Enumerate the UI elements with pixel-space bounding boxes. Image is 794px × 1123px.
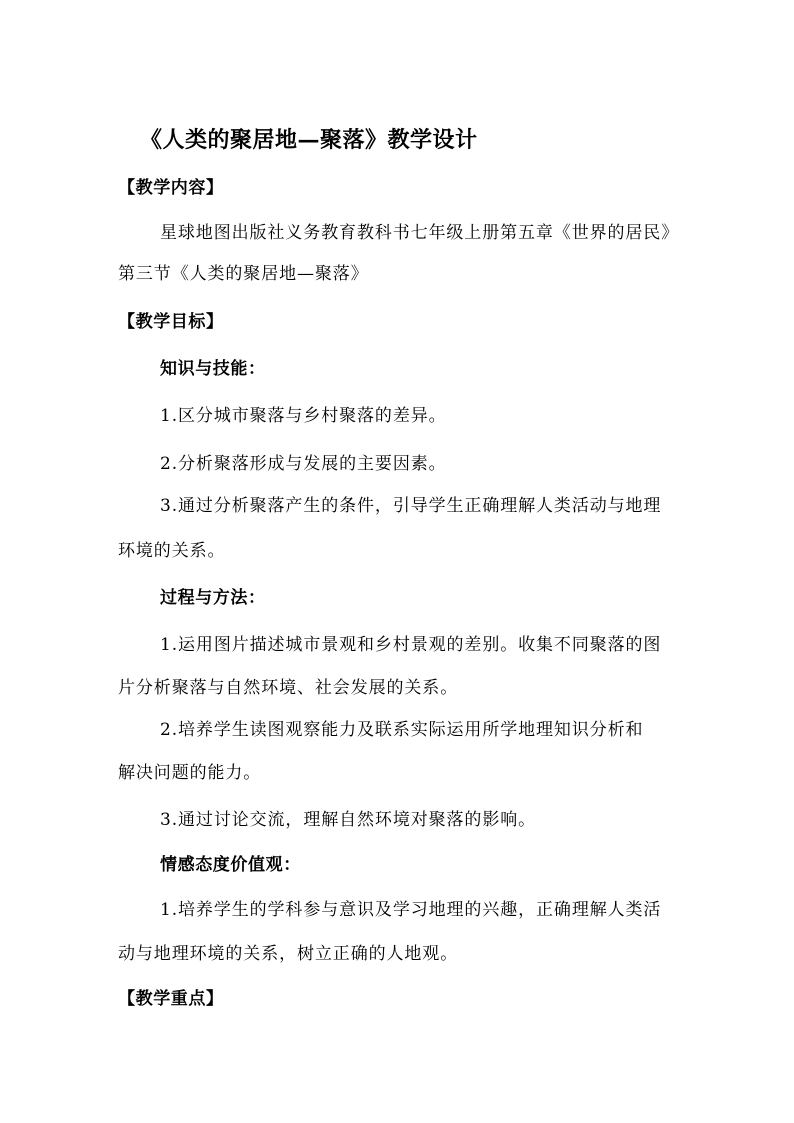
knowledge-item-3-line-2: 环境的关系。 (118, 541, 226, 561)
section-heading-content: 【教学内容】 (118, 178, 224, 198)
process-item-2-line-1: 2.培养学生读图观察能力及联系实际运用所学地理知识分析和 (160, 720, 644, 740)
knowledge-item-2: 2.分析聚落形成与发展的主要因素。 (160, 454, 447, 474)
emotion-item-1-line-2: 动与地理环境的关系，树立正确的人地观。 (118, 944, 459, 964)
document-title: 《人类的聚居地—聚落》教学设计 (140, 127, 478, 153)
knowledge-item-1: 1.区分城市聚落与乡村聚落的差异。 (160, 406, 447, 426)
section-heading-goals: 【教学目标】 (118, 312, 224, 332)
knowledge-item-3-line-1: 3.通过分析聚落产生的条件，引导学生正确理解人类活动与地理 (160, 496, 662, 516)
content-paragraph-line-1: 星球地图出版社义务教育教科书七年级上册第五章《世界的居民》 (160, 223, 680, 243)
content-paragraph-line-2: 第三节《人类的聚居地—聚落》 (118, 264, 369, 284)
subheading-knowledge: 知识与技能： (160, 359, 266, 379)
process-item-1-line-2: 片分析聚落与自然环境、社会发展的关系。 (118, 678, 459, 698)
subheading-emotion: 情感态度价值观： (160, 855, 301, 875)
section-heading-key: 【教学重点】 (118, 989, 224, 1009)
subheading-process: 过程与方法： (160, 588, 266, 608)
process-item-2-line-2: 解决问题的能力。 (118, 763, 262, 783)
emotion-item-1-line-1: 1.培养学生的学科参与意识及学习地理的兴趣，正确理解人类活 (160, 900, 662, 920)
process-item-1-line-1: 1.运用图片描述城市景观和乡村景观的差别。收集不同聚落的图 (160, 635, 662, 655)
process-item-3: 3.通过讨论交流，理解自然环境对聚落的影响。 (160, 810, 537, 830)
